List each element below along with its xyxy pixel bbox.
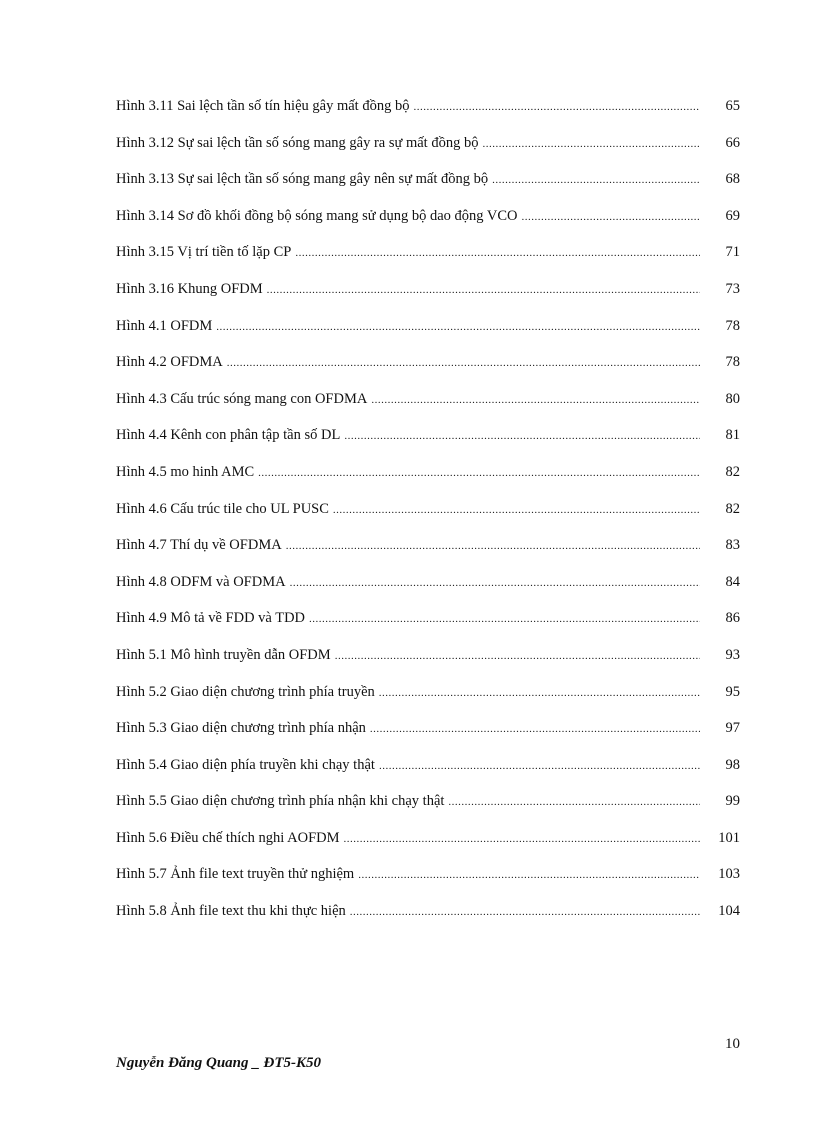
- toc-entry-title: Hình 4.9 Mô tả về FDD và TDD: [116, 610, 306, 627]
- dot-leader: [358, 863, 700, 887]
- dot-leader: [370, 717, 700, 741]
- toc-entry[interactable]: [116, 789, 740, 826]
- toc-entry-page: 82: [725, 500, 740, 517]
- toc-entry-title: Hình 3.14 Sơ đồ khối đồng bộ sóng mang sử dụng bộ dao động VCO: [116, 207, 518, 224]
- dot-leader: [344, 827, 700, 851]
- toc-entry[interactable]: [116, 680, 740, 717]
- dot-leader: [482, 132, 700, 156]
- toc-entry-page: 99: [725, 793, 740, 810]
- toc-entry[interactable]: [116, 899, 740, 936]
- dot-leader: [216, 315, 700, 339]
- toc-entry-title: Hình 4.6 Cấu trúc tile cho UL PUSC: [116, 500, 329, 517]
- toc-entry-page: 93: [725, 646, 740, 663]
- toc-entry[interactable]: [116, 570, 740, 607]
- toc-entry-title: Hình 4.3 Cấu trúc sóng mang con OFDMA: [116, 390, 368, 407]
- toc-entry-page: 69: [725, 207, 740, 224]
- toc-entry-page: 78: [725, 354, 740, 371]
- toc-entry-title: Hình 3.11 Sai lệch tần số tín hiệu gây mất đồng bộ: [116, 98, 410, 114]
- toc-entry[interactable]: [116, 204, 740, 241]
- toc-entry-title: Hình 5.3 Giao diện chương trình phía nhận: [116, 720, 366, 737]
- toc-entry[interactable]: [116, 314, 740, 351]
- toc-entry-page: 83: [725, 537, 740, 554]
- dot-leader: [335, 644, 700, 668]
- toc-entry-title: Hình 5.6 Điều chế thích nghi AOFDM: [116, 829, 340, 846]
- toc-entry-page: 98: [725, 756, 740, 773]
- dot-leader: [344, 424, 700, 448]
- toc-entry-title: Hình 5.5 Giao diện chương trình phía nhận khi chạy thật: [116, 793, 445, 810]
- toc-entry-title: Hình 3.15 Vị trí tiền tố lặp CP: [116, 244, 292, 261]
- toc-entry[interactable]: [116, 643, 740, 680]
- dot-leader: [290, 571, 700, 595]
- toc-entry[interactable]: [116, 460, 740, 497]
- toc-entry-title: Hình 5.8 Ảnh file text thu khi thực hiện: [116, 903, 346, 920]
- toc-entry[interactable]: [116, 94, 740, 131]
- toc-entry-page: 66: [725, 134, 740, 151]
- dot-leader: [448, 790, 700, 814]
- toc-entry-page: 78: [725, 317, 740, 334]
- toc-entry-page: 97: [725, 720, 740, 737]
- toc-entry-title: Hình 4.4 Kênh con phân tập tần số DL: [116, 427, 341, 444]
- dot-leader: [492, 168, 700, 192]
- toc-entry-page: 82: [725, 463, 740, 480]
- toc-entry-page: 95: [725, 683, 740, 700]
- toc-entry[interactable]: [116, 277, 740, 314]
- toc-entry-title: Hình 4.8 ODFM và OFDMA: [116, 573, 286, 590]
- toc-entry-page: 80: [725, 390, 740, 407]
- dot-leader: [309, 607, 700, 631]
- dot-leader: [286, 534, 700, 558]
- toc-entry-title: Hình 3.13 Sự sai lệch tần số sóng mang gây nên sự mất đồng bộ: [116, 171, 489, 188]
- toc-entry-page: 103: [718, 866, 740, 883]
- toc-entry[interactable]: [116, 240, 740, 277]
- toc-entry[interactable]: [116, 387, 740, 424]
- toc-entry[interactable]: [116, 131, 740, 168]
- toc-entry-title: Hình 5.1 Mô hình truyền dẫn OFDM: [116, 646, 331, 663]
- toc-entry[interactable]: [116, 716, 740, 753]
- dot-leader: [333, 498, 700, 522]
- toc-entry[interactable]: [116, 350, 740, 387]
- toc-entry-page: 104: [718, 903, 740, 920]
- dot-leader: [350, 900, 700, 924]
- toc-entry-page: 65: [725, 98, 740, 114]
- dot-leader: [295, 241, 700, 265]
- toc-entry-title: Hình 4.2 OFDMA: [116, 354, 223, 371]
- toc-entry-page: 73: [725, 280, 740, 297]
- dot-leader: [227, 351, 700, 375]
- toc-entry-page: 81: [725, 427, 740, 444]
- toc-entry-title: Hình 4.7 Thí dụ về OFDMA: [116, 537, 282, 554]
- page-number: 10: [725, 1036, 740, 1052]
- dot-leader: [267, 278, 700, 302]
- footer-author: Nguyễn Đăng Quang _ ĐT5-K50: [116, 1055, 322, 1071]
- toc-entry[interactable]: [116, 167, 740, 204]
- toc-entry-page: 84: [725, 573, 740, 590]
- toc-entry-title: Hình 3.16 Khung OFDM: [116, 280, 263, 297]
- toc-entry[interactable]: [116, 606, 740, 643]
- toc-entry-title: Hình 5.7 Ảnh file text truyền thử nghiệm: [116, 866, 355, 883]
- toc-entry[interactable]: [116, 497, 740, 534]
- dot-leader: [379, 754, 700, 778]
- toc-entry-page: 86: [725, 610, 740, 627]
- toc-entry-page: 101: [718, 829, 740, 846]
- toc-entry-page: 71: [725, 244, 740, 261]
- toc-entry-title: Hình 4.5 mo hinh AMC: [116, 463, 255, 480]
- figure-list: [116, 94, 740, 936]
- toc-entry[interactable]: [116, 862, 740, 899]
- toc-entry[interactable]: [116, 826, 740, 863]
- toc-entry[interactable]: [116, 533, 740, 570]
- dot-leader: [379, 681, 700, 705]
- dot-leader: [522, 205, 700, 229]
- toc-entry-title: Hình 4.1 OFDM: [116, 317, 213, 334]
- toc-entry-title: Hình 3.12 Sự sai lệch tần số sóng mang gây ra sự mất đồng bộ: [116, 134, 479, 151]
- dot-leader: [371, 388, 700, 412]
- toc-entry[interactable]: [116, 423, 740, 460]
- dot-leader: [258, 461, 700, 485]
- dot-leader: [413, 95, 700, 119]
- toc-entry-page: 68: [725, 171, 740, 188]
- toc-entry-title: Hình 5.2 Giao diện chương trình phía truyền: [116, 683, 375, 700]
- toc-entry-title: Hình 5.4 Giao diện phía truyền khi chạy thật: [116, 756, 375, 773]
- toc-entry[interactable]: [116, 753, 740, 790]
